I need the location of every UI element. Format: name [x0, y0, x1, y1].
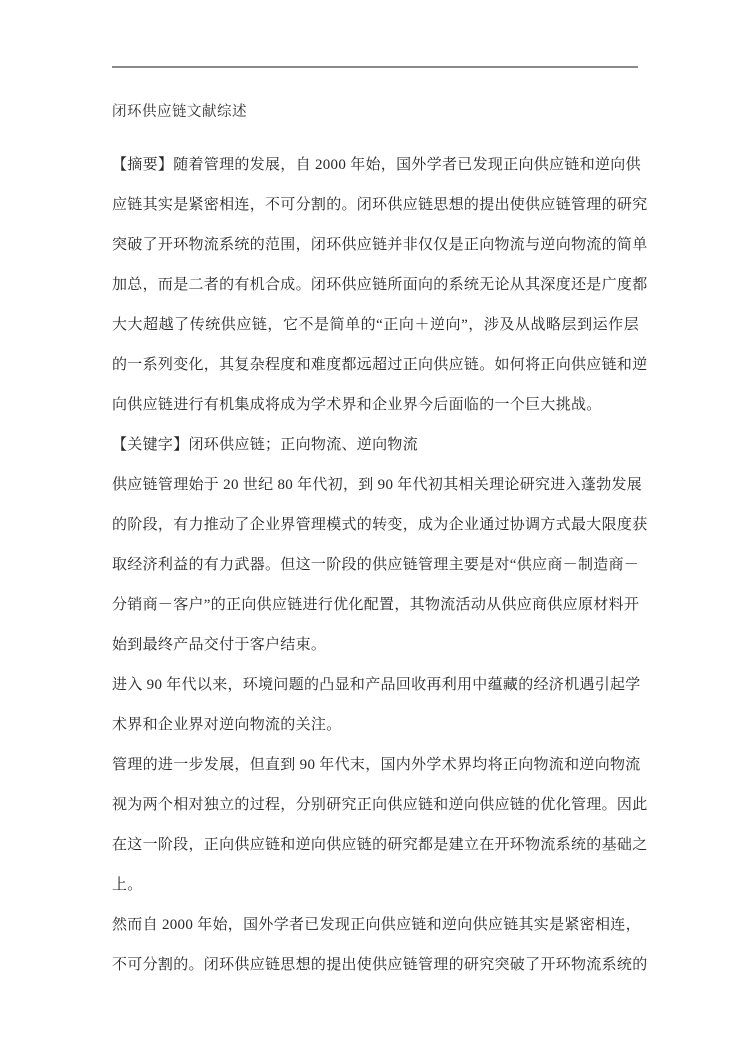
- abstract-line: 的一系列变化，其复杂程度和难度都远超过正向供应链。如何将正向供应链和逆: [112, 357, 648, 373]
- abstract-line: 【摘要】随着管理的发展，自 2000 年始，国外学者已发现正向供应链和逆向供: [112, 157, 641, 173]
- text-line: 取经济利益的有力武器。但这一阶段的供应链管理主要是对“供应商－制造商－: [112, 557, 640, 573]
- abstract-line: 向供应链进行有机集成将成为学术界和企业界今后面临的一个巨大挑战。: [112, 397, 602, 413]
- text-line: 在这一阶段，正向供应链和逆向供应链的研究都是建立在开环物流系统的基础之: [112, 837, 648, 853]
- header-divider: [112, 66, 638, 68]
- document-body: [112, 145, 648, 985]
- text-line: 始到最终产品交付于客户结束。: [112, 637, 327, 653]
- abstract-line: 大大超越了传统供应链，它不是简单的“正向＋逆向”，涉及从战略层到运作层: [112, 317, 639, 333]
- keywords-line: 【关键字】闭环供应链；正向物流、逆向物流: [112, 437, 419, 453]
- text-line: 进入 90 年代以来，环境问题的凸显和产品回收再利用中蕴藏的经济机遇引起学: [112, 677, 641, 693]
- text-line: 管理的进一步发展，但直到 90 年代末，国内外学术界均将正向物流和逆向物流: [112, 757, 641, 773]
- text-line: 然而自 2000 年始，国外学者已发现正向供应链和逆向供应链其实是紧密相连，: [112, 917, 641, 933]
- text-line: 分销商－客户”的正向供应链进行优化配置，其物流活动从供应商供应原材料开: [112, 597, 640, 613]
- text-line: 不可分割的。闭环供应链思想的提出使供应链管理的研究突破了开环物流系统的: [112, 957, 648, 973]
- abstract-line: 应链其实是紧密相连，不可分割的。闭环供应链思想的提出使供应链管理的研究: [112, 197, 648, 213]
- text-line: 视为两个相对独立的过程，分别研究正向供应链和逆向供应链的优化管理。因此: [112, 797, 648, 813]
- text-line: 供应链管理始于 20 世纪 80 年代初，到 90 年代初其相关理论研究进入蓬勃发展: [112, 477, 643, 493]
- abstract-line: 加总，而是二者的有机合成。闭环供应链所面向的系统无论从其深度还是广度都: [112, 277, 648, 293]
- text-line: 术界和企业界对逆向物流的关注。: [112, 717, 342, 733]
- text-line: 上。: [112, 877, 143, 893]
- text-line: 的阶段，有力推动了企业界管理模式的转变，成为企业通过协调方式最大限度获: [112, 517, 648, 533]
- document-title: 闭环供应链文献综述: [112, 104, 247, 120]
- abstract-line: 突破了开环物流系统的范围，闭环供应链并非仅仅是正向物流与逆向物流的简单: [112, 237, 648, 253]
